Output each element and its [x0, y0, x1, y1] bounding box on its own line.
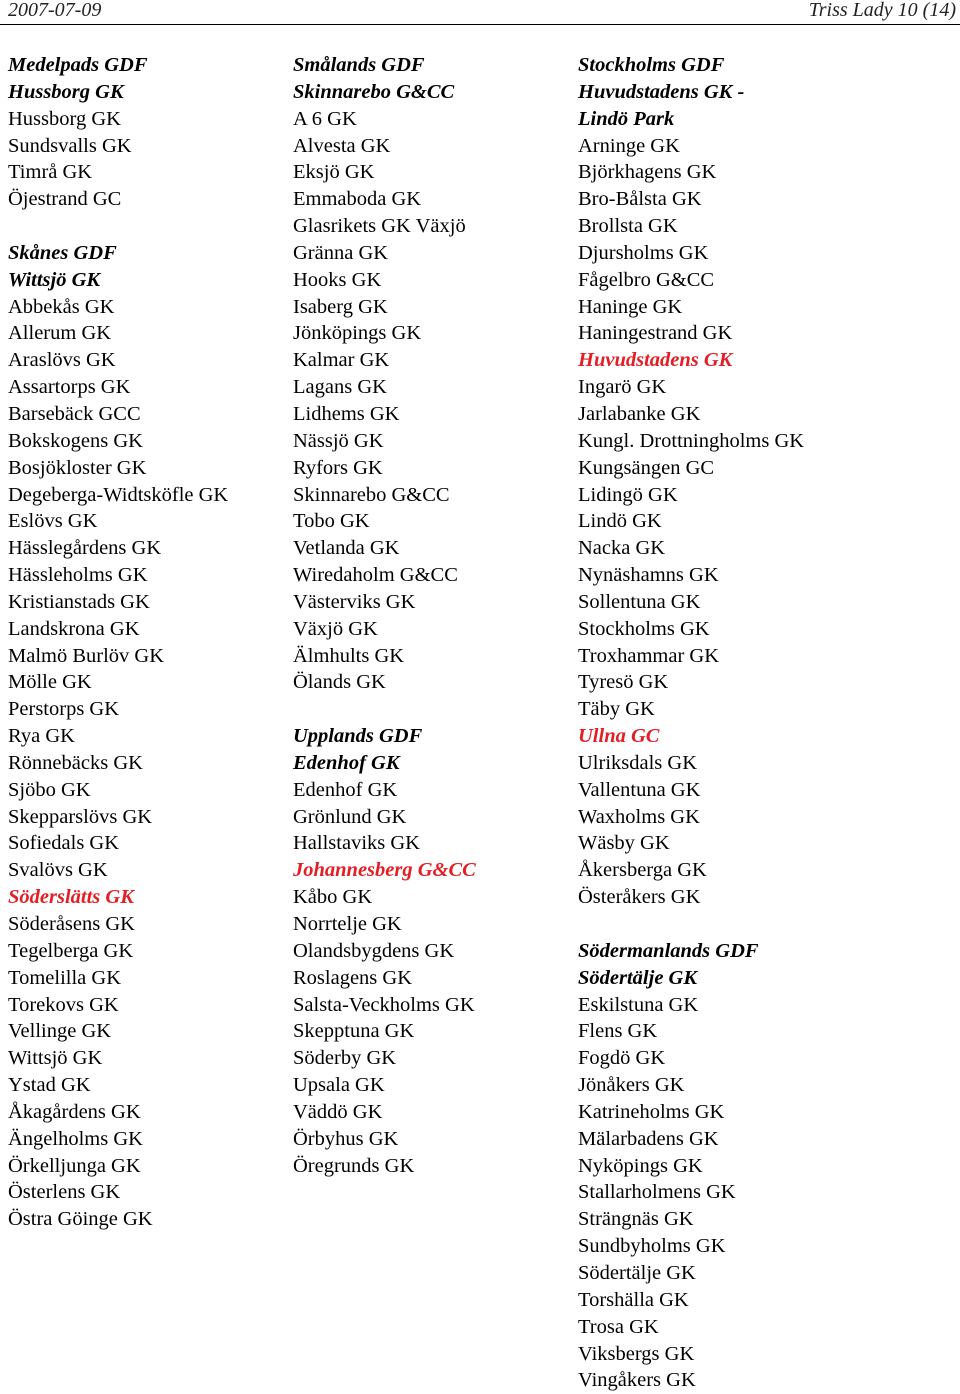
district-heading: Upplands GDF	[293, 725, 423, 748]
club-name: Gränna GK	[293, 241, 389, 264]
club-name: Bosjökloster GK	[8, 456, 147, 479]
club-name: Öjestrand GC	[8, 188, 122, 211]
club-name: Eskilstuna GK	[578, 993, 699, 1016]
club-name: Katrineholms GK	[578, 1100, 725, 1123]
club-name: Hässlegårdens GK	[8, 537, 162, 560]
club-name: Åkersberga GK	[578, 859, 707, 882]
district-heading: Wittsjö GK	[8, 268, 101, 291]
club-name: Hallstaviks GK	[293, 832, 420, 855]
club-name: Lindö GK	[578, 510, 662, 533]
club-name: Olandsbygdens GK	[293, 939, 455, 962]
club-name: Strängnäs GK	[578, 1208, 694, 1231]
club-name: Mölle GK	[8, 671, 92, 694]
club-name: Svalövs GK	[8, 859, 108, 882]
district-heading: Södertälje GK	[578, 966, 698, 989]
club-name: Skinnarebo G&CC	[293, 483, 450, 506]
club-name: Glasrikets GK Växjö	[293, 215, 466, 238]
club-name: Kungsängen GC	[578, 456, 715, 479]
club-name: Kristianstads GK	[8, 590, 150, 613]
club-name: Vetlanda GK	[293, 537, 400, 560]
club-name: Wiredaholm G&CC	[293, 564, 458, 587]
club-name: Skepptuna GK	[293, 1020, 415, 1043]
club-name: Perstorps GK	[8, 698, 120, 721]
club-name: Vallentuna GK	[578, 778, 701, 801]
club-column-1	[8, 52, 288, 1233]
club-name: Sundbyholms GK	[578, 1235, 726, 1258]
club-name: Åkagårdens GK	[8, 1100, 141, 1123]
club-name: Torekovs GK	[8, 993, 119, 1016]
club-name: Nacka GK	[578, 537, 666, 560]
highlighted-club: Johannesberg G&CC	[293, 859, 476, 882]
club-column-2	[293, 52, 573, 1179]
club-name: Älmhults GK	[293, 644, 405, 667]
club-name: Ängelholms GK	[8, 1127, 143, 1150]
club-name: Landskrona GK	[8, 617, 140, 640]
club-name: Täby GK	[578, 698, 655, 721]
club-name: Flens GK	[578, 1020, 658, 1043]
club-name: Alvesta GK	[293, 134, 391, 157]
club-name: Wittsjö GK	[8, 1047, 103, 1070]
club-name: Tegelberga GK	[8, 939, 134, 962]
district-heading: Hussborg GK	[8, 80, 124, 103]
club-name: Eksjö GK	[293, 161, 375, 184]
club-name: Örbyhus GK	[293, 1127, 399, 1150]
club-name: Grönlund GK	[293, 805, 407, 828]
spacer	[293, 696, 573, 723]
club-name: Sjöbo GK	[8, 778, 91, 801]
club-name: Tomelilla GK	[8, 966, 122, 989]
club-column-3	[578, 52, 858, 1394]
spacer	[8, 213, 288, 240]
club-name: Jarlabanke GK	[578, 402, 701, 425]
club-name: Hussborg GK	[8, 107, 121, 130]
club-name: Haningestrand GK	[578, 322, 733, 345]
club-name: Brollsta GK	[578, 215, 678, 238]
club-name: Trosa GK	[578, 1315, 659, 1338]
club-name: Västerviks GK	[293, 590, 416, 613]
club-name: Norrtelje GK	[293, 913, 402, 935]
district-heading: Huvudstadens GK -	[578, 80, 745, 103]
district-heading: Lindö Park	[578, 107, 675, 130]
club-name: Östra Göinge GK	[8, 1208, 153, 1231]
club-name: Jönköpings GK	[293, 322, 422, 345]
club-name: Troxhammar GK	[578, 644, 720, 667]
club-name: Söderåsens GK	[8, 913, 135, 935]
club-name: Assartorps GK	[8, 376, 131, 399]
club-name: Nynäshamns GK	[578, 564, 719, 587]
club-name: Allerum GK	[8, 322, 112, 345]
page-header	[0, 0, 960, 25]
club-name: Hooks GK	[293, 268, 382, 291]
club-name: Barsebäck GCC	[8, 402, 141, 425]
club-name: Haninge GK	[578, 295, 683, 318]
club-name: Stockholms GK	[578, 617, 710, 640]
club-name: Hässleholms GK	[8, 564, 148, 587]
highlighted-club: Söderslätts GK	[8, 886, 134, 909]
club-name: Ingarö GK	[578, 376, 667, 399]
club-name: Björkhagens GK	[578, 161, 717, 184]
club-name: Ystad GK	[8, 1074, 91, 1097]
club-name: Ölands GK	[293, 671, 386, 694]
club-name: Upsala GK	[293, 1074, 385, 1097]
club-name: A 6 GK	[293, 107, 357, 130]
club-name: Mälarbadens GK	[578, 1127, 719, 1150]
district-heading: Stockholms GDF	[578, 54, 725, 76]
district-heading: Skånes GDF	[8, 241, 117, 264]
club-name: Lagans GK	[293, 376, 387, 399]
club-name: Abbekås GK	[8, 295, 115, 318]
club-name: Lidhems GK	[293, 402, 400, 425]
club-name: Waxholms GK	[578, 805, 700, 828]
club-name: Ryfors GK	[293, 456, 383, 479]
club-name: Nässjö GK	[293, 429, 384, 452]
club-name: Emmaboda GK	[293, 188, 422, 211]
club-name: Öregrunds GK	[293, 1154, 415, 1177]
club-name: Fogdö GK	[578, 1047, 666, 1070]
club-name: Österlens GK	[8, 1181, 121, 1204]
club-name: Örkelljunga GK	[8, 1154, 141, 1177]
club-name: Eslövs GK	[8, 510, 98, 533]
district-heading: Smålands GDF	[293, 54, 425, 76]
club-name: Salsta-Veckholms GK	[293, 993, 475, 1016]
club-name: Tobo GK	[293, 510, 370, 533]
district-heading: Edenhof GK	[293, 751, 400, 774]
club-name: Isaberg GK	[293, 295, 388, 318]
club-name: Degeberga-Widtsköfle GK	[8, 483, 229, 506]
club-name: Stallarholmens GK	[578, 1181, 736, 1204]
club-name: Rönnebäcks GK	[8, 751, 143, 774]
club-name: Sundsvalls GK	[8, 134, 132, 157]
club-name: Bokskogens GK	[8, 429, 143, 452]
district-heading: Skinnarebo G&CC	[293, 80, 455, 103]
club-name: Österåkers GK	[578, 886, 701, 909]
club-name: Lidingö GK	[578, 483, 678, 506]
club-name: Torshälla GK	[578, 1288, 689, 1311]
club-name: Malmö Burlöv GK	[8, 644, 165, 667]
club-name: Vellinge GK	[8, 1020, 112, 1043]
club-name: Nyköpings GK	[578, 1154, 703, 1177]
club-name: Södertälje GK	[578, 1261, 696, 1284]
club-name: Söderby GK	[293, 1047, 397, 1070]
spacer	[578, 911, 858, 938]
district-heading: Medelpads GDF	[8, 54, 148, 76]
club-name: Växjö GK	[293, 617, 378, 640]
club-name: Tyresö GK	[578, 671, 669, 694]
club-name: Roslagens GK	[293, 966, 413, 989]
header-doc-title: Triss Lady 10 (14)	[808, 0, 956, 21]
club-name: Vingåkers GK	[578, 1369, 696, 1392]
club-name: Bro-Bålsta GK	[578, 188, 702, 211]
header-date: 2007-07-09	[8, 0, 102, 21]
club-name: Kungl. Drottningholms GK	[578, 429, 805, 452]
club-name: Djursholms GK	[578, 241, 709, 264]
club-name: Arninge GK	[578, 134, 680, 157]
club-name: Sofiedals GK	[8, 832, 120, 855]
club-name: Araslövs GK	[8, 349, 116, 372]
highlighted-club: Ullna GC	[578, 725, 660, 748]
club-name: Kåbo GK	[293, 886, 373, 909]
club-name: Jönåkers GK	[578, 1074, 685, 1097]
club-name: Fågelbro G&CC	[578, 268, 715, 291]
club-name: Ulriksdals GK	[578, 751, 698, 774]
club-name: Väddö GK	[293, 1100, 383, 1123]
club-name: Rya GK	[8, 725, 75, 748]
club-name: Viksbergs GK	[578, 1342, 695, 1365]
club-name: Timrå GK	[8, 161, 93, 184]
club-name: Sollentuna GK	[578, 590, 701, 613]
club-name: Wäsby GK	[578, 832, 670, 855]
highlighted-club: Huvudstadens GK	[578, 349, 733, 372]
club-name: Kalmar GK	[293, 349, 390, 372]
club-name: Skepparslövs GK	[8, 805, 153, 828]
club-name: Edenhof GK	[293, 778, 398, 801]
district-heading: Södermanlands GDF	[578, 939, 759, 962]
